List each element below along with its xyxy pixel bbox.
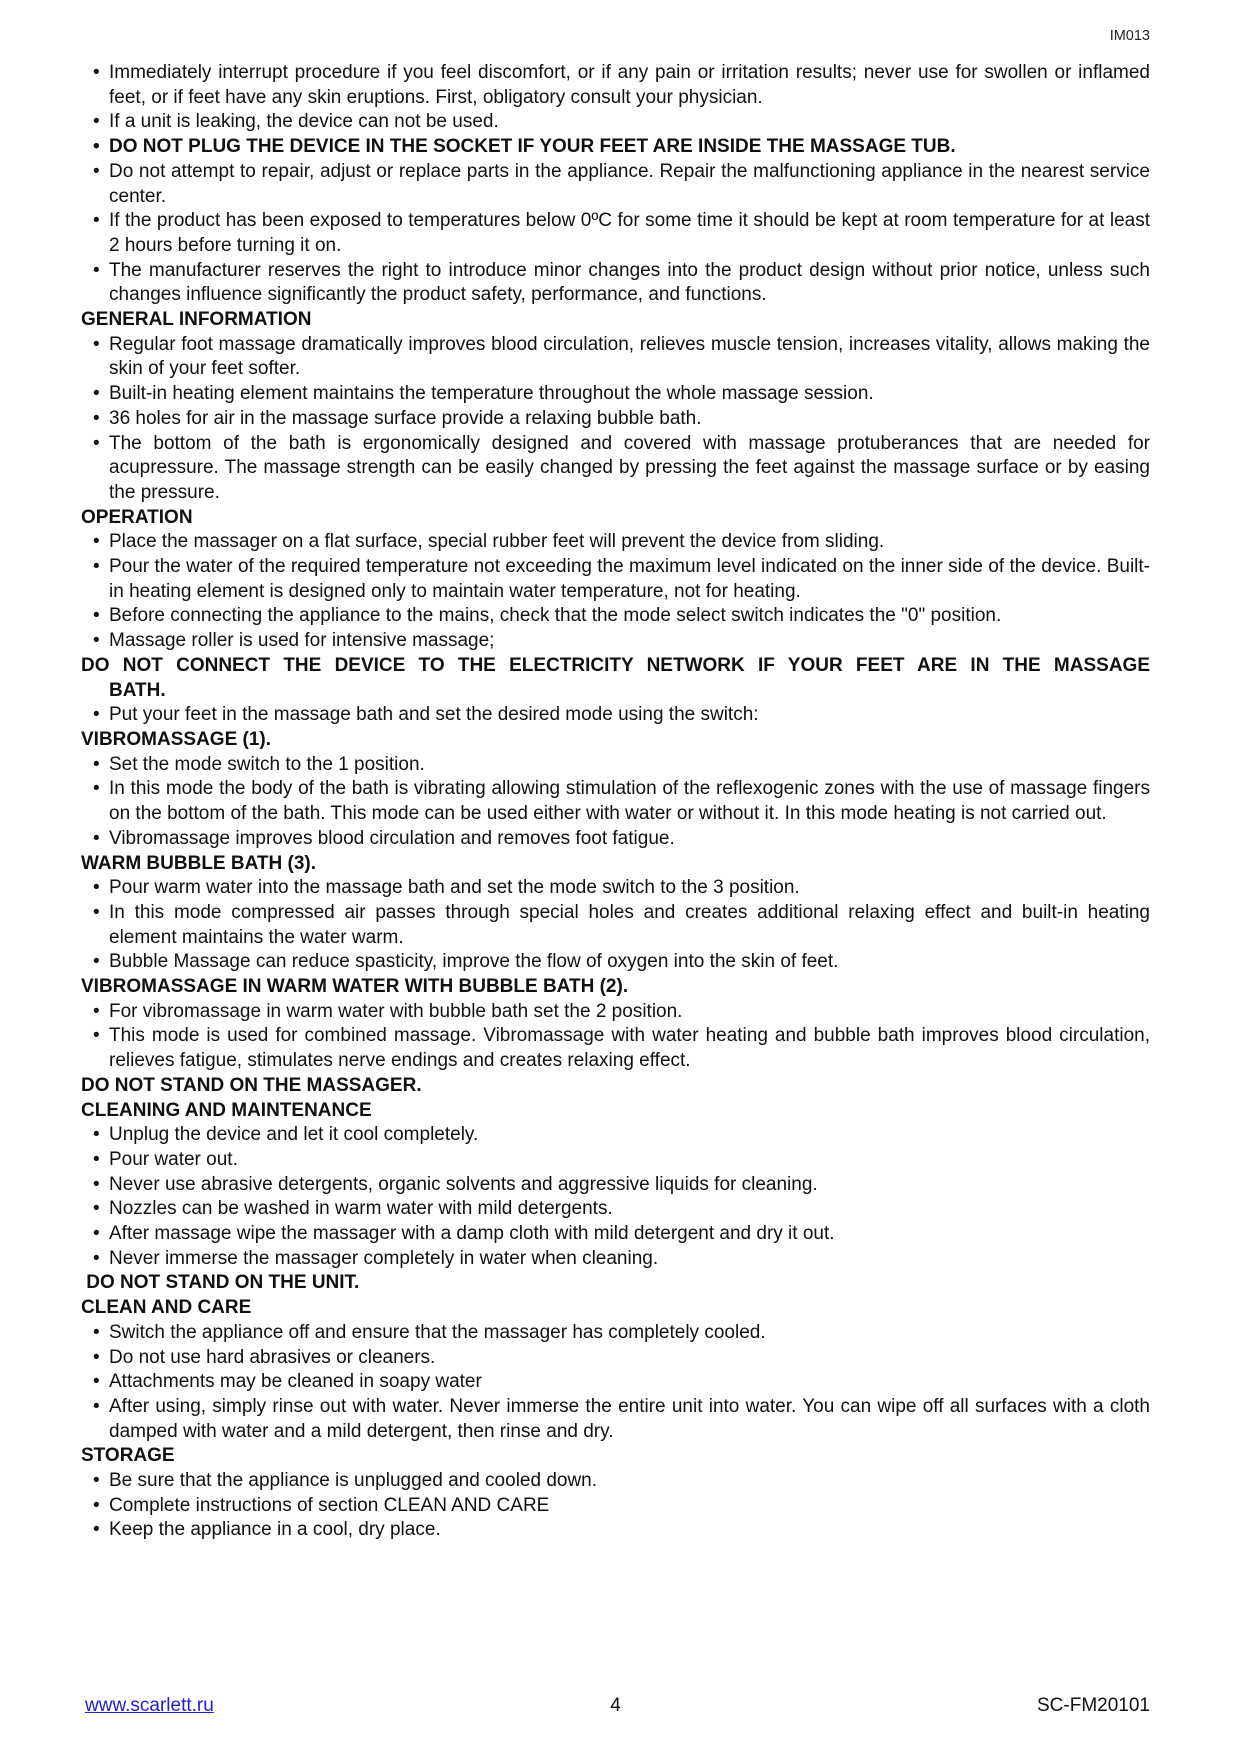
bullet-item	[81, 1222, 1150, 1247]
bullet-item	[81, 1346, 1150, 1371]
document-content	[81, 61, 1161, 1543]
bullet-item	[81, 61, 1156, 110]
footer-page-number: 4	[610, 1695, 621, 1716]
bullet-item	[81, 1247, 1150, 1272]
bullet-text: Immediately interrupt procedure if you feel discomfort, or if any pain or irritation results; never use for swollen or inflamed feet, or if feet have any skin eruptions. First, obligatory consult your physician.	[109, 62, 1156, 108]
bullet-text: Pour water out.	[109, 1148, 238, 1170]
bullet-item	[81, 432, 1156, 506]
bullet-text: Pour the water of the required temperature not exceeding the maximum level indicated on the inner side of the device. Built-in heating element is designed only to maintain water temperature, not for heating.	[109, 556, 1150, 602]
bullet-text: Switch the appliance off and ensure that the massager has completely cooled.	[109, 1321, 766, 1343]
bullet-item	[81, 827, 1150, 852]
bullet-text: Never use abrasive detergents, organic solvents and aggressive liquids for cleaning.	[109, 1173, 818, 1195]
bullet-item	[81, 901, 1156, 950]
bullet-text: If the product has been exposed to temperatures below 0ºC for some time it should be kept at room temperature for at least 2 hours before turning it on.	[109, 210, 1156, 256]
bullet-marker: •	[93, 531, 100, 553]
bullet-text: In this mode the body of the bath is vibrating allowing stimulation of the reflexogenic zones with the use of massage fingers on the bottom of the bath. This mode can be used either with water or without it. In this mode heating is not carried out.	[109, 778, 1156, 825]
section-heading: DO NOT STAND ON THE UNIT.	[81, 1272, 360, 1294]
bullet-text: If a unit is leaking, the device can not be used.	[109, 111, 499, 133]
bullet-item	[81, 382, 1150, 407]
bullet-item	[81, 530, 1150, 555]
bullet-text: Bubble Massage can reduce spasticity, improve the flow of oxygen into the skin of feet.	[109, 951, 839, 973]
bullet-marker: •	[93, 1000, 100, 1022]
bullet-item	[81, 209, 1156, 258]
bullet-marker: •	[93, 1321, 100, 1343]
section-heading: STORAGE	[81, 1445, 175, 1467]
bullet-text: For vibromassage in warm water with bubble bath set the 2 position.	[109, 1000, 683, 1022]
bullet-marker: •	[93, 333, 100, 355]
bullet-item	[81, 950, 1150, 975]
bullet-text: The bottom of the bath is ergonomically designed and covered with massage protuberances that are needed for acupressure. The massage strength can be easily changed by pressing the feet against the massage surface or by easing the pressure.	[109, 432, 1156, 503]
bullet-text: Do not attempt to repair, adjust or replace parts in the appliance. Repair the malfunctioning appliance in the nearest service center.	[109, 160, 1156, 207]
bullet-item	[81, 1518, 1150, 1543]
bullet-item	[81, 629, 1150, 654]
bullet-marker: •	[93, 62, 100, 83]
bullet-item	[81, 1469, 1150, 1494]
bullet-text: In this mode compressed air passes through special holes and creates additional relaxing effect and built-in heating element maintains the water warm.	[109, 901, 1156, 948]
bullet-marker: •	[93, 432, 100, 454]
section-heading: VIBROMASSAGE IN WARM WATER WITH BUBBLE BATH (2).	[81, 976, 629, 998]
section-heading: DO NOT CONNECT THE DEVICE TO THE ELECTRICITY NETWORK IF YOUR FEET ARE IN THE MASSAGE BATH.	[81, 654, 1161, 701]
document-code: IM013	[1109, 28, 1150, 44]
bullet-text: Vibromassage improves blood circulation and removes foot fatigue.	[109, 827, 675, 849]
bullet-marker: •	[93, 160, 100, 182]
bullet-item	[81, 135, 1150, 160]
section-heading: CLEAN AND CARE	[81, 1297, 252, 1319]
bullet-marker: •	[93, 1494, 100, 1516]
bullet-text: After massage wipe the massager with a damp cloth with mild detergent and dry it out.	[109, 1223, 835, 1245]
bullet-item	[81, 876, 1150, 901]
bullet-text: Built-in heating element maintains the temperature throughout the whole massage session.	[109, 383, 874, 405]
bullet-text: Regular foot massage dramatically improves blood circulation, relieves muscle tension, increases vitality, allows making the skin of your feet softer.	[109, 333, 1156, 380]
bullet-item	[81, 1370, 1150, 1395]
bullet-marker: •	[93, 1470, 100, 1492]
bullet-marker: •	[93, 1223, 100, 1245]
bullet-text: Massage roller is used for intensive massage;	[109, 630, 495, 652]
bullet-marker: •	[93, 556, 100, 578]
page-footer	[81, 1694, 1150, 1720]
bullet-item	[81, 1494, 1150, 1519]
bullet-marker: •	[93, 1124, 100, 1146]
bullet-text: Place the massager on a flat surface, special rubber feet will prevent the device from sliding.	[109, 531, 885, 553]
bullet-marker: •	[93, 1025, 100, 1047]
bullet-item	[81, 110, 1150, 135]
bullet-marker: •	[93, 259, 100, 281]
bullet-marker: •	[93, 1371, 100, 1393]
bullet-item	[81, 703, 1150, 728]
bullet-marker: •	[93, 901, 100, 923]
bullet-item	[81, 604, 1150, 629]
bullet-text: The manufacturer reserves the right to introduce minor changes into the product design without prior notice, unless such changes influence significantly the product safety, performance, and functions.	[109, 259, 1156, 306]
bullet-item	[81, 407, 1150, 432]
bullet-marker: •	[93, 383, 100, 405]
bullet-text: Attachments may be cleaned in soapy water	[109, 1371, 482, 1393]
bullet-marker: •	[93, 704, 100, 726]
bullet-marker: •	[93, 753, 100, 775]
bullet-text: 36 holes for air in the massage surface provide a relaxing bubble bath.	[109, 407, 702, 429]
bullet-text: Put your feet in the massage bath and set the desired mode using the switch:	[109, 704, 759, 726]
bullet-item	[81, 1395, 1156, 1444]
bullet-text: Pour warm water into the massage bath and set the mode switch to the 3 position.	[109, 877, 800, 899]
bullet-text: Complete instructions of section CLEAN AND CARE	[109, 1494, 550, 1516]
bullet-text: Unplug the device and let it cool completely.	[109, 1124, 479, 1146]
section-heading: GENERAL INFORMATION	[81, 309, 312, 331]
bullet-marker: •	[93, 1173, 100, 1195]
bullet-item	[81, 1123, 1150, 1148]
section-heading: OPERATION	[81, 506, 193, 528]
section-heading: WARM BUBBLE BATH (3).	[81, 852, 317, 874]
bullet-text: Keep the appliance in a cool, dry place.	[109, 1519, 441, 1541]
bullet-item	[81, 333, 1156, 382]
bullet-text: Be sure that the appliance is unplugged and cooled down.	[109, 1470, 598, 1492]
bullet-item	[81, 777, 1156, 826]
bullet-text: Never immerse the massager completely in water when cleaning.	[109, 1247, 659, 1269]
bullet-item	[81, 1000, 1150, 1025]
bullet-marker: •	[93, 951, 100, 973]
bullet-item	[81, 1321, 1150, 1346]
bullet-marker: •	[93, 210, 100, 232]
bullet-text: Nozzles can be washed in warm water with mild detergents.	[109, 1198, 613, 1220]
bullet-text: Do not use hard abrasives or cleaners.	[109, 1346, 436, 1368]
bullet-item	[81, 555, 1150, 604]
footer-website-link[interactable]: www.scarlett.ru	[85, 1695, 214, 1716]
bullet-marker: •	[93, 630, 100, 652]
bullet-marker: •	[93, 1395, 100, 1417]
bullet-marker: •	[93, 827, 100, 849]
bullet-marker: •	[93, 111, 100, 133]
bullet-item	[81, 1173, 1150, 1198]
bullet-item	[81, 1024, 1156, 1073]
bullet-item	[81, 259, 1156, 308]
bullet-text: Set the mode switch to the 1 position.	[109, 753, 425, 775]
bullet-marker: •	[93, 136, 100, 158]
footer-model-code: SC-FM20101	[1037, 1695, 1150, 1716]
bullet-text: After using, simply rinse out with water. Never immerse the entire unit into water. You can wipe off all surfaces with a cloth damped with water and a mild detergent, then rinse and dry.	[109, 1395, 1156, 1442]
bullet-marker: •	[93, 407, 100, 429]
section-heading: CLEANING AND MAINTENANCE	[81, 1099, 372, 1121]
bullet-text: This mode is used for combined massage. Vibromassage with water heating and bubble bath improves blood circulation, relieves fatigue, stimulates nerve endings and creates relaxing effect.	[109, 1025, 1156, 1072]
bullet-marker: •	[93, 1519, 100, 1541]
section-heading: VIBROMASSAGE (1).	[81, 728, 272, 750]
bullet-marker: •	[93, 877, 100, 899]
bullet-item	[81, 160, 1156, 209]
bullet-text: Before connecting the appliance to the mains, check that the mode select switch indicates the "0" position.	[109, 605, 1002, 627]
section-heading: DO NOT STAND ON THE MASSAGER.	[81, 1074, 422, 1096]
bullet-marker: •	[93, 605, 100, 627]
bullet-marker: •	[93, 1148, 100, 1170]
bullet-marker: •	[93, 1247, 100, 1269]
bullet-marker: •	[93, 778, 100, 800]
bullet-marker: •	[93, 1198, 100, 1220]
bullet-item	[81, 1148, 1150, 1173]
bullet-marker: •	[93, 1346, 100, 1368]
bullet-item	[81, 1197, 1150, 1222]
bullet-text: DO NOT PLUG THE DEVICE IN THE SOCKET IF YOUR FEET ARE INSIDE THE MASSAGE TUB.	[109, 136, 956, 158]
bullet-item	[81, 753, 1150, 778]
